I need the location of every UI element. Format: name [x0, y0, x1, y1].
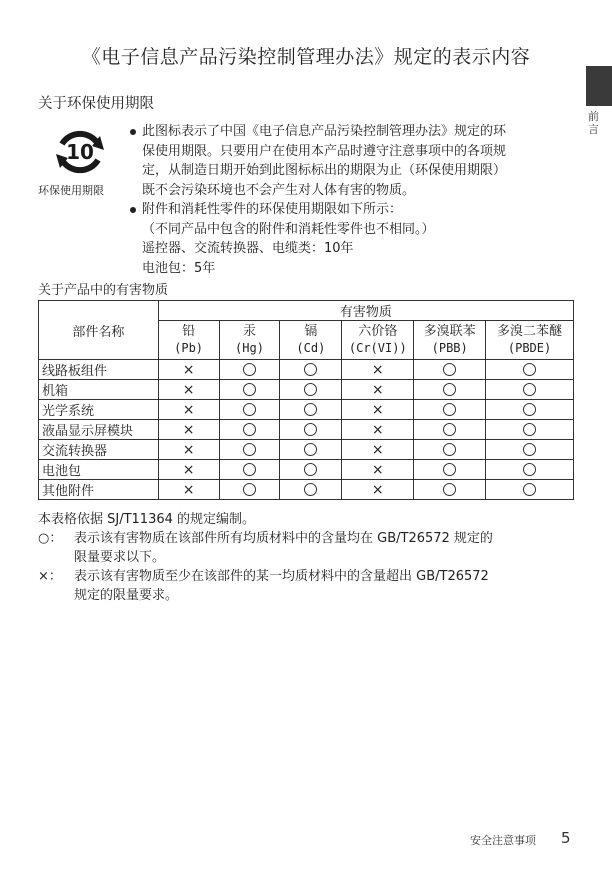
- circle-mark: [443, 363, 456, 376]
- page-title: 《电子信息产品污染控制管理办法》规定的表示内容: [81, 46, 531, 68]
- substance-name: 多溴联苯: [423, 324, 476, 339]
- hazardous-group-header: 有害物质: [158, 301, 573, 321]
- exceeds-mark-cell: [342, 440, 414, 460]
- circle-mark: [304, 463, 317, 476]
- table-row: [39, 460, 574, 480]
- substance-name: 镉: [304, 324, 318, 339]
- circle-mark: [243, 363, 256, 376]
- table-row: [39, 360, 574, 380]
- bullet1-line: 既不会污染环境也不会产生对人体有害的物质。: [142, 182, 416, 198]
- circle-mark: [243, 483, 256, 496]
- exceeds-mark-cell: [342, 420, 414, 440]
- compliant-mark-cell: [280, 460, 342, 480]
- table-row: [39, 400, 574, 420]
- part-name-cell: 其他附件: [39, 480, 159, 500]
- compliant-mark-cell: [486, 380, 574, 400]
- cross-mark: ×: [371, 401, 384, 418]
- circle-mark: [243, 383, 256, 396]
- compliant-mark-cell: [219, 480, 280, 500]
- chapter-tab: [586, 66, 612, 106]
- compliant-mark-cell: [486, 360, 574, 380]
- circle-mark: [523, 363, 536, 376]
- circle-mark: [523, 463, 536, 476]
- environment-protection-period-logo: [48, 124, 112, 180]
- part-name-cell: 机箱: [39, 380, 159, 400]
- circle-mark: [523, 403, 536, 416]
- circle-mark: [304, 423, 317, 436]
- compliant-mark-cell: [414, 420, 486, 440]
- circle-mark: [304, 363, 317, 376]
- substance-column-header: [280, 321, 342, 360]
- exceeds-mark-cell: [158, 360, 219, 380]
- table-row: [39, 440, 574, 460]
- exceeds-mark-cell: [342, 460, 414, 480]
- compliant-mark-cell: [414, 480, 486, 500]
- compliant-mark-cell: [280, 420, 342, 440]
- bullet1-line: 此图标表示了中国《电子信息产品污染控制管理办法》规定的环: [128, 122, 576, 142]
- cross-mark: ×: [182, 441, 195, 458]
- compliant-mark-cell: [486, 420, 574, 440]
- substance-symbol: (Pb): [174, 341, 204, 355]
- substance-column-header: [414, 321, 486, 360]
- exceeds-mark-cell: [342, 360, 414, 380]
- circle-mark: [304, 403, 317, 416]
- table-row: [39, 420, 574, 440]
- circle-mark: [304, 483, 317, 496]
- compliant-mark-cell: [414, 360, 486, 380]
- compliant-mark-cell: [280, 400, 342, 420]
- part-name-header: 部件名称: [39, 301, 159, 360]
- compliant-mark-cell: [219, 380, 280, 400]
- part-name-cell: 交流转换器: [39, 440, 159, 460]
- circle-mark: [443, 423, 456, 436]
- eco-period-bullets: [128, 122, 576, 278]
- circle-mark: [523, 443, 536, 456]
- compliant-mark-cell: [414, 460, 486, 480]
- table-notes: [38, 510, 578, 605]
- compliant-mark-cell: [486, 400, 574, 420]
- cross-mark: ×: [371, 481, 384, 498]
- substance-column-header: [342, 321, 414, 360]
- note-cross-text-cont: 规定的限量要求。: [74, 588, 179, 603]
- compliant-mark-cell: [414, 400, 486, 420]
- circle-mark: [523, 383, 536, 396]
- substance-name: 汞: [242, 324, 256, 339]
- cross-mark: ×: [371, 441, 384, 458]
- logo-number: 10: [66, 140, 94, 164]
- cross-mark: ×: [182, 361, 195, 378]
- substance-column-header: [486, 321, 574, 360]
- cross-mark: ×: [371, 421, 384, 438]
- bullet2-line: 附件和消耗性零件的环保使用期限如下所示：: [128, 200, 576, 220]
- page-number: 5: [561, 829, 571, 847]
- bullet2-line: 遥控器、交流转换器、电缆类：10年: [142, 241, 354, 256]
- compliant-mark-cell: [486, 460, 574, 480]
- exceeds-mark-cell: [342, 400, 414, 420]
- substance-symbol: (Cd): [296, 341, 326, 355]
- substance-name: 多溴二苯醚: [497, 324, 563, 339]
- circle-mark: [443, 443, 456, 456]
- part-name-cell: 线路板组件: [39, 360, 159, 380]
- circle-mark: [243, 403, 256, 416]
- table-row: [39, 480, 574, 500]
- cross-mark: ×: [182, 421, 195, 438]
- circle-mark: [243, 443, 256, 456]
- compliant-mark-cell: [219, 440, 280, 460]
- hazardous-substances-table: [38, 300, 574, 500]
- circle-mark: [443, 463, 456, 476]
- exceeds-mark-cell: [158, 440, 219, 460]
- substance-column-header: [219, 321, 280, 360]
- bullet2-line: 电池包：5年: [142, 260, 216, 276]
- compliant-mark-cell: [486, 480, 574, 500]
- circle-mark: [243, 463, 256, 476]
- substance-symbol: (PBB): [431, 341, 468, 355]
- circle-mark: [443, 483, 456, 496]
- circle-mark-symbol: ○：: [38, 531, 63, 546]
- cross-mark: ×: [182, 461, 195, 478]
- note-circle-text: 表示该有害物质在该部件所有均质材料中的含量均在 GB/T26572 规定的: [74, 531, 493, 546]
- substance-symbol: (Hg): [235, 341, 264, 355]
- compliant-mark-cell: [414, 380, 486, 400]
- exceeds-mark-cell: [342, 480, 414, 500]
- compliant-mark-cell: [280, 360, 342, 380]
- cross-mark: ×: [371, 361, 384, 378]
- exceeds-mark-cell: [342, 380, 414, 400]
- part-name-cell: 光学系统: [39, 400, 159, 420]
- compliant-mark-cell: [219, 360, 280, 380]
- circle-mark: [304, 443, 317, 456]
- bullet1-line: 保使用期限。只要用户在使用本产品时遵守注意事项中的各项规: [142, 143, 507, 159]
- circle-mark: [523, 423, 536, 436]
- substance-symbol: (PBDE): [507, 341, 552, 355]
- cross-mark: ×: [182, 401, 195, 418]
- exceeds-mark-cell: [158, 400, 219, 420]
- exceeds-mark-cell: [158, 420, 219, 440]
- substance-name: 六价铬: [358, 324, 398, 339]
- table-row: [39, 380, 574, 400]
- bullet2-line: （不同产品中包含的附件和消耗性零件也不相同。）: [142, 221, 435, 237]
- part-name-cell: 液晶显示屏模块: [39, 420, 159, 440]
- circle-mark: [243, 423, 256, 436]
- circle-mark: [523, 483, 536, 496]
- compliant-mark-cell: [219, 400, 280, 420]
- circle-mark: [443, 403, 456, 416]
- cross-mark: ×: [182, 381, 195, 398]
- substance-column-header: [158, 321, 219, 360]
- circle-mark: [304, 383, 317, 396]
- note-basis: 本表格依据 SJ/T11364 的规定编制。: [38, 512, 256, 527]
- exceeds-mark-cell: [158, 380, 219, 400]
- cross-mark: ×: [371, 381, 384, 398]
- section-heading-hazardous: 关于产品中的有害物质: [38, 283, 169, 298]
- compliant-mark-cell: [414, 440, 486, 460]
- note-cross: [38, 567, 578, 586]
- chapter-tab-label: 前言: [588, 110, 599, 136]
- compliant-mark-cell: [486, 440, 574, 460]
- compliant-mark-cell: [280, 380, 342, 400]
- compliant-mark-cell: [280, 440, 342, 460]
- exceeds-mark-cell: [158, 480, 219, 500]
- cross-mark: ×: [371, 461, 384, 478]
- compliant-mark-cell: [280, 480, 342, 500]
- note-cross-text: 表示该有害物质至少在该部件的某一均质材料中的含量超出 GB/T26572: [74, 569, 489, 584]
- footer-section-name: 安全注意事项: [470, 834, 536, 847]
- note-circle-text-cont: 限量要求以下。: [74, 550, 166, 565]
- circle-mark: [443, 383, 456, 396]
- compliant-mark-cell: [219, 420, 280, 440]
- exceeds-mark-cell: [158, 460, 219, 480]
- section-heading-eco-period: 关于环保使用期限: [38, 96, 154, 112]
- substance-symbol: (Cr(VI)): [348, 341, 407, 355]
- logo-caption: 环保使用期限: [38, 184, 104, 197]
- cross-mark-symbol: ×：: [38, 569, 62, 584]
- substance-name: 铅: [182, 324, 196, 339]
- bullet1-line: 定，从制造日期开始到此图标标出的期限为止（环保使用期限）: [142, 163, 507, 178]
- part-name-cell: 电池包: [39, 460, 159, 480]
- compliant-mark-cell: [219, 460, 280, 480]
- note-circle: [38, 529, 578, 548]
- cross-mark: ×: [182, 481, 195, 498]
